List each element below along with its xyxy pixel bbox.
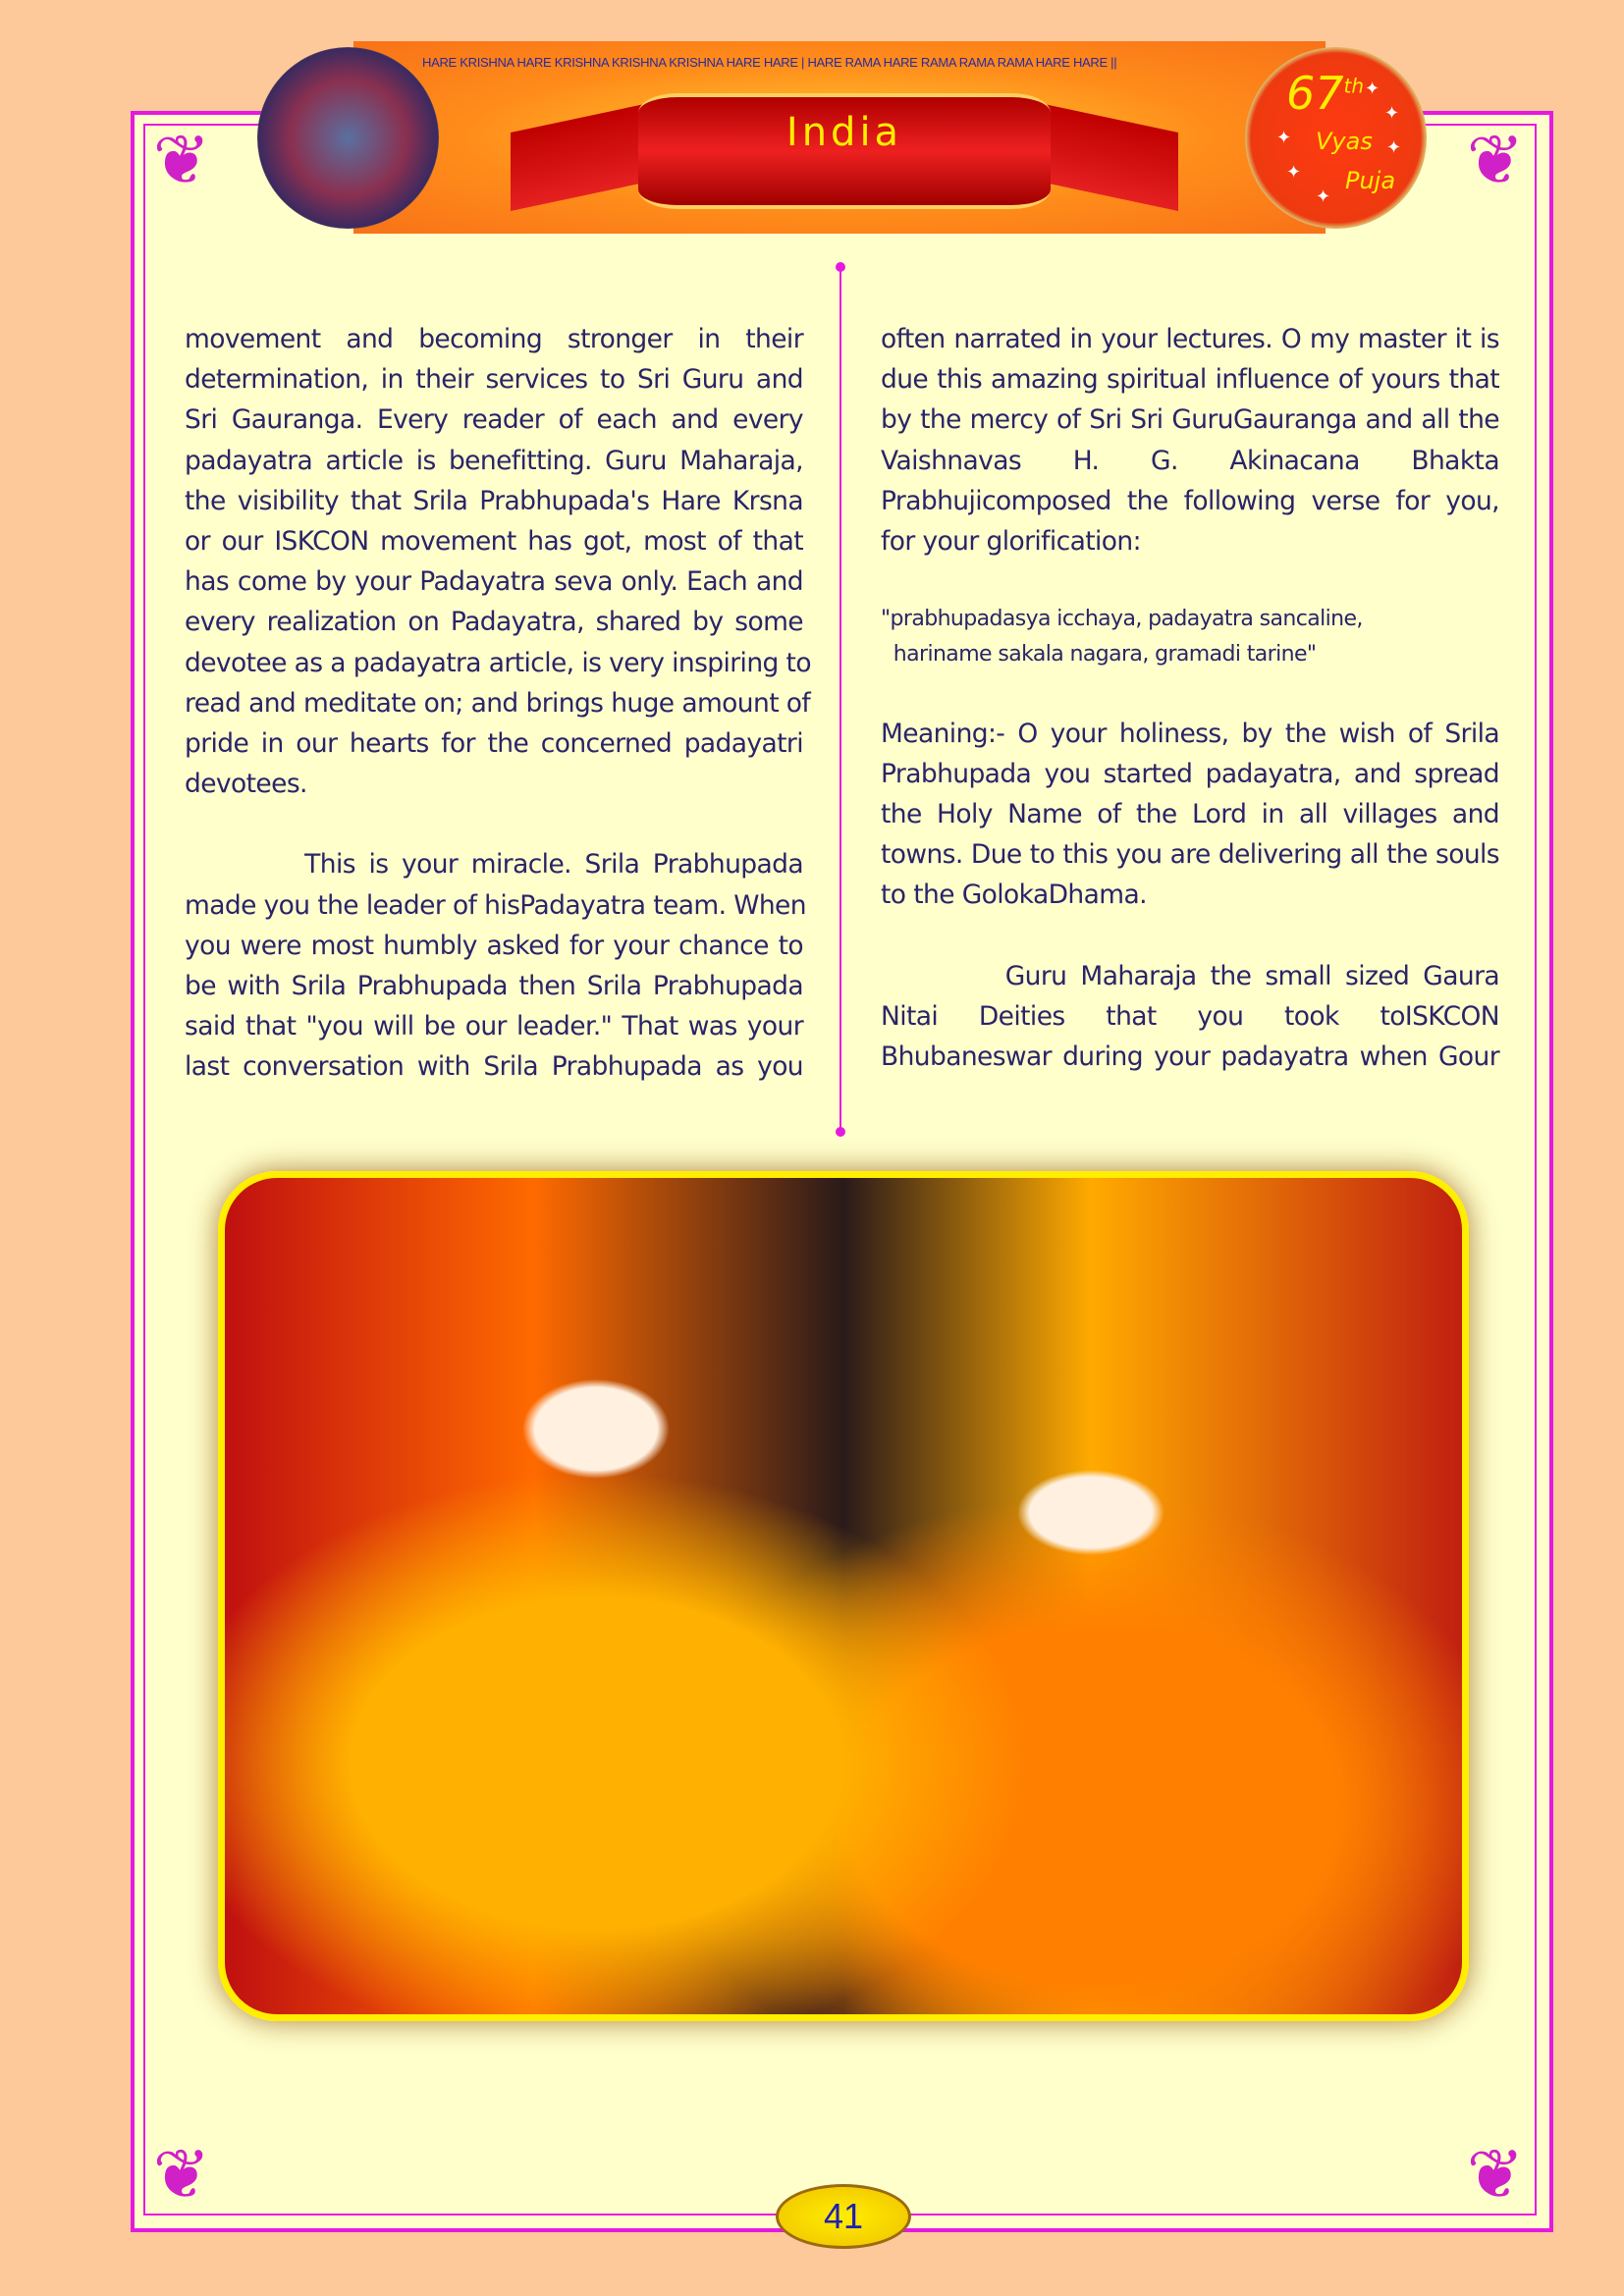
- text-line: hariname sakala nagara, gramadi tarine": [881, 642, 1317, 667]
- text-line: the Holy Name of the Lord in all villages and: [881, 798, 1499, 829]
- text-line: made you the leader of hisPadayatra team. When: [185, 889, 806, 921]
- badge-puja: Puja: [1345, 167, 1396, 194]
- corner-ornament-icon: ❦: [152, 120, 211, 200]
- text-line: be with Srila Prabhupada then Srila Prabhupada: [185, 971, 803, 1001]
- text-line: last conversation with Srila Prabhupada as you: [185, 1051, 803, 1083]
- text-line: movement and becoming stronger in their: [185, 324, 803, 354]
- divider-dot: [836, 1127, 845, 1137]
- text-line: padayatra article is benefitting. Guru Maharaja,: [185, 445, 803, 476]
- text-line: by the mercy of Sri Sri GuruGauranga and all the: [881, 404, 1499, 436]
- text-line: Guru Maharaja the small sized Gaura: [881, 960, 1499, 991]
- text-line: Vaishnavas H. G. Akinacana Bhakta: [881, 445, 1499, 476]
- paragraph-gap: [185, 804, 803, 844]
- divider-dot: [836, 262, 845, 272]
- text-line: towns. Due to this you are delivering all the souls: [881, 839, 1499, 871]
- text-line: devotee as a padayatra article, is very inspiring to: [185, 647, 811, 678]
- corner-ornament-icon: ❦: [152, 2134, 211, 2215]
- badge-vyas: Vyas: [1316, 128, 1373, 155]
- star-icon: ✦: [1316, 187, 1331, 207]
- page-number: 41: [776, 2184, 911, 2249]
- text-line: due this amazing spiritual influence of yours that: [881, 364, 1499, 396]
- text-line: read and meditate on; and brings huge amount of: [185, 687, 811, 719]
- mantra-text: HARE KRISHNA HARE KRISHNA KRISHNA KRISHNA HARE HARE | HARE RAMA HARE RAMA RAMA RAMA HARE HARE ||: [422, 55, 1117, 70]
- text-line: Bhubaneswar during your padayatra when Gour: [881, 1041, 1499, 1072]
- column-divider: [839, 267, 841, 1131]
- star-icon: ✦: [1286, 162, 1302, 183]
- corner-ornament-icon: ❦: [1466, 120, 1525, 200]
- text-line: Prabhujicomposed the following verse for you,: [881, 485, 1499, 516]
- text-line: Nitai Deities that you took toISKCON: [881, 1000, 1499, 1032]
- badge-number: 67th: [1286, 67, 1365, 120]
- text-line: Prabhupada you started padayatra, and spread: [881, 758, 1499, 789]
- deity-medallion-image: [257, 47, 439, 229]
- star-icon: ✦: [1365, 79, 1380, 99]
- right-column: [881, 319, 1499, 1077]
- star-icon: ✦: [1276, 128, 1292, 148]
- corner-ornament-icon: ❦: [1466, 2134, 1525, 2215]
- text-line: to the GolokaDhama.: [881, 880, 1147, 911]
- text-line: determination, in their services to Sri Guru and: [185, 364, 803, 396]
- paragraph-gap: [881, 561, 1499, 602]
- paragraph-gap: [881, 672, 1499, 713]
- left-column: [185, 319, 811, 1088]
- text-line: every realization on Padayatra, shared by some: [185, 607, 803, 638]
- text-line: This is your miracle. Srila Prabhupada: [185, 849, 803, 881]
- text-line: "prabhupadasya icchaya, padayatra sancaline,: [881, 607, 1363, 632]
- text-line: you were most humbly asked for your chance to: [185, 930, 803, 961]
- text-line: the visibility that Srila Prabhupada's Hare Krsna: [185, 485, 803, 516]
- text-line: or our ISKCON movement has got, most of that: [185, 525, 803, 557]
- text-line: Sri Gauranga. Every reader of each and every: [185, 404, 803, 436]
- text-line: pride in our hearts for the concerned padayatri: [185, 727, 803, 759]
- text-line: devotees.: [185, 769, 307, 800]
- text-line: has come by your Padayatra seva only. Each and: [185, 566, 803, 598]
- star-icon: ✦: [1384, 103, 1400, 124]
- radha-krishna-deities-photo: [218, 1171, 1469, 2021]
- page-title: India: [785, 110, 903, 155]
- star-icon: ✦: [1386, 137, 1402, 158]
- text-line: for your glorification:: [881, 525, 1141, 557]
- paragraph-gap: [881, 915, 1499, 955]
- text-line: often narrated in your lectures. O my master it is: [881, 324, 1499, 354]
- text-line: said that "you will be our leader." That was your: [185, 1011, 803, 1042]
- text-line: Meaning:- O your holiness, by the wish of Srila: [881, 718, 1499, 749]
